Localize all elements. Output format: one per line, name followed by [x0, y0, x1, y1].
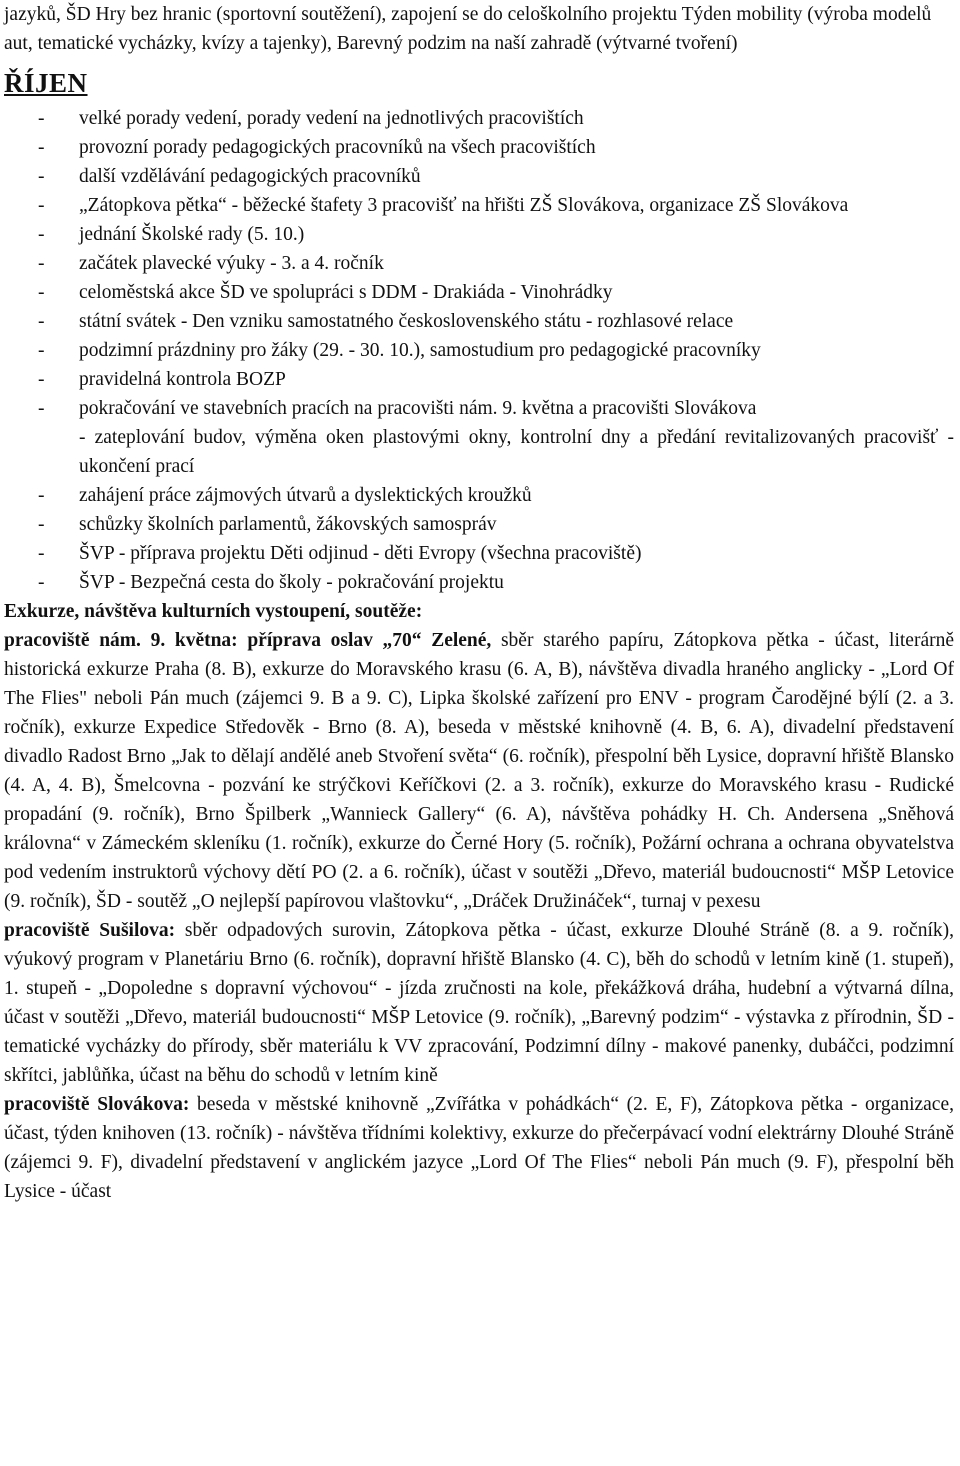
list-item-text: provozní porady pedagogických pracovníků na všech pracovištích: [79, 137, 596, 158]
list-dash: -: [38, 485, 45, 506]
paragraph-lead: pracoviště Sušilova:: [4, 920, 176, 941]
list-item: [4, 220, 954, 249]
list-item: [4, 568, 954, 597]
list-item: [4, 394, 954, 423]
list-item-text: celoměstská akce ŠD ve spolupráci s DDM - Drakiáda - Vinohrádky: [79, 282, 613, 303]
list-dash: -: [38, 572, 45, 593]
paragraph-body: sběr odpadových surovin, Zátopkova pětka - účast, exkurze Dlouhé Stráně (8. a 9. ročník), výukový program v Planetáriu Brno (6. ročník), dopravní hřiště Blansko (4. C), běh do schodů v letním kině (1. stupeň), 1. stupeň - „Dopoledne s dopravní výchovou“ - jízda zručnosti na kole, překážková dráha, hudební a výtvarná dílna, účast v soutěži „Dřevo, materiál budoucnosti“ MŠP Letovice (9. ročník), „Barevný podzim“ - výstavka z přírodnin, ŠD - tematické vycházky do přírody, sběr materiálu k VV zpracování, Podzimní dílny - makové panenky, dubáčci, podzimní skřítci, jablůňka, účast na běhu do schodů v letním kině: [4, 920, 954, 1086]
list-dash: -: [38, 224, 45, 245]
list-item-text: „Zátopkova pětka“ - běžecké štafety 3 pracovišť na hřišti ZŠ Slovákova, organizace ZŠ Slovákova: [79, 195, 849, 216]
list-dash: -: [38, 108, 45, 129]
list-item-text: další vzdělávání pedagogických pracovníků: [79, 166, 421, 187]
section-heading: Exkurze, návštěva kulturních vystoupení, soutěže:: [4, 601, 423, 622]
list-item-text: zahájení práce zájmových útvarů a dyslektických kroužků: [79, 485, 532, 506]
paragraph-lead: pracoviště Slovákova:: [4, 1094, 190, 1115]
list-item: [4, 510, 954, 539]
paragraph-body: sběr starého papíru, Zátopkova pětka - účast, literárně historická exkurze Praha (8. B), exkurze do Moravského krasu (6. A, B), návštěva divadla hraného anglicky - „Lord Of The Flies" neboli Pán much (zájemci 9. B a 9. C), Lipka školské zařízení pro ENV - program Čarodějné býlí (2. a 3. ročník), exkurze Expedice Středověk - Brno (8. A), beseda v městské knihovně (4. B, 6. A), divadelní představení divadlo Radost Brno „Jak to dělají andělé aneb Stvoření světa“ (6. ročník), přespolní běh Lysice, dopravní hřiště Blansko (4. A, 4. B), Šmelcovna - pozvání ke strýčkovi Keříčkovi (2. a 3. ročník), exkurze do Moravského krasu - Rudické propadání (9. ročník), Brno Špilberk „Wannieck Gallery“ (6. A), návštěva pohádky H. Ch. Andersena „Sněhová královna“ v Zámeckém skleníku (1. ročník), exkurze do Černé Hory (5. ročník), Požární ochrana a ochrana obyvatelstva pod vedením instruktorů výchovy dětí PO (2. a 6. ročník), účast v soutěži „Dřevo, materiál budoucnosti“ MŠP Letovice (9. ročník), ŠD - soutěž „O nejlepší papírovou vlaštovku“, „Dráček Družináček“, turnaj v pexesu: [4, 630, 955, 912]
list-item: [4, 481, 954, 510]
list-item-text: ŠVP - Bezpečná cesta do školy - pokračování projektu: [79, 572, 504, 593]
list-dash: -: [38, 369, 45, 390]
list-dash: -: [38, 543, 45, 564]
activity-list-2: [4, 481, 954, 597]
paragraph-lead: pracoviště nám. 9. května: příprava oslav „70“ Zelené,: [4, 630, 492, 651]
paragraph-slovakova: [4, 1090, 954, 1206]
list-dash: -: [38, 195, 45, 216]
list-dash: -: [38, 253, 45, 274]
paragraph-body: beseda v městské knihovně „Zvířátka v pohádkách“ (2. E, F), Zátopkova pětka - organizace, účast, týden knihoven (13. ročník) - návštěva třídními kolektivy, exkurze do přečerpávací vodní elektrárny Dlouhé Stráně (zájemci 9. F), divadelní představení v anglickém jazyce „Lord Of The Flies“ neboli Pán much (9. F), přespolní běh Lysice - účast: [4, 1094, 954, 1202]
list-dash: -: [38, 398, 45, 419]
list-item-text: pokračování ve stavebních pracích na pracovišti nám. 9. května a pracovišti Slovákova: [79, 398, 757, 419]
list-dash: -: [38, 311, 45, 332]
paragraph-nam-9-kvetna: [4, 626, 954, 916]
list-item: [4, 162, 954, 191]
list-dash: -: [38, 340, 45, 361]
list-item-text: začátek plavecké výuky - 3. a 4. ročník: [79, 253, 384, 274]
list-item: [4, 307, 954, 336]
list-dash: -: [38, 282, 45, 303]
list-item-text: státní svátek - Den vzniku samostatného československého státu - rozhlasové relace: [79, 311, 734, 332]
continuation-text: - zateplování budov, výměna oken plastovými okny, kontrolní dny a předání revitalizovaných pracovišť - ukončení prací: [79, 427, 954, 477]
list-item: [4, 278, 954, 307]
intro-paragraph: jazyků, ŠD Hry bez hranic (sportovní soutěžení), zapojení se do celoškolního projektu Týden mobility (výroba modelů aut, tematické vycházky, kvízy a tajenky), Barevný podzim na naší zahradě (výtvarné tvoření): [4, 4, 932, 54]
list-item-text: ŠVP - příprava projektu Děti odjinud - děti Evropy (všechna pracoviště): [79, 543, 642, 564]
list-item: [4, 249, 954, 278]
list-item: [4, 336, 954, 365]
list-item-text: podzimní prázdniny pro žáky (29. - 30. 10.), samostudium pro pedagogické pracovníky: [79, 340, 761, 361]
list-item-text: schůzky školních parlamentů, žákovských samospráv: [79, 514, 497, 535]
list-item: [4, 365, 954, 394]
list-item: [4, 191, 954, 220]
list-item-text: pravidelná kontrola BOZP: [79, 369, 286, 390]
list-dash: -: [38, 514, 45, 535]
list-item-text: jednání Školské rady (5. 10.): [79, 224, 305, 245]
paragraph-susilova: [4, 916, 954, 1090]
list-dash: -: [38, 166, 45, 187]
list-item: [4, 133, 954, 162]
list-item: [4, 104, 954, 133]
list-item-text: velké porady vedení, porady vedení na jednotlivých pracovištích: [79, 108, 584, 129]
activity-list: [4, 104, 954, 423]
list-item: [4, 539, 954, 568]
list-dash: -: [38, 137, 45, 158]
month-heading: ŘÍJEN: [4, 68, 88, 98]
